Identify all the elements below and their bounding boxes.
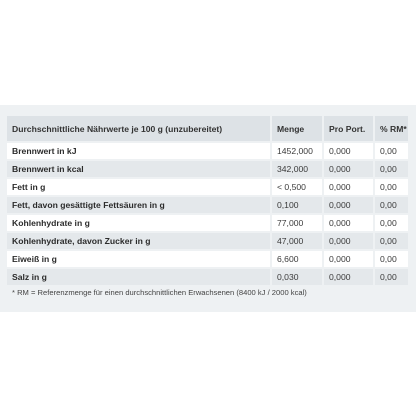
table-row [7, 143, 408, 161]
table-row [7, 197, 408, 215]
table-row [7, 161, 408, 179]
portion-value: 0,000 [324, 233, 375, 251]
nutrient-label: Kohlenhydrate, davon Zucker in g [7, 233, 272, 251]
nutrition-table [7, 116, 408, 287]
reference-percent-value: 0,00 [375, 179, 408, 197]
amount-value: < 0,500 [272, 179, 324, 197]
portion-value: 0,000 [324, 161, 375, 179]
header-nutrient: Durchschnittliche Nährwerte je 100 g (unzubereitet) [7, 116, 272, 143]
nutrition-panel [0, 105, 416, 312]
nutrient-label: Kohlenhydrate in g [7, 215, 272, 233]
nutrient-label: Salz in g [7, 269, 272, 287]
amount-value: 6,600 [272, 251, 324, 269]
amount-value: 77,000 [272, 215, 324, 233]
reference-percent-value: 0,00 [375, 161, 408, 179]
portion-value: 0,000 [324, 143, 375, 161]
table-row [7, 269, 408, 287]
table-row [7, 215, 408, 233]
amount-value: 0,030 [272, 269, 324, 287]
reference-percent-value: 0,00 [375, 269, 408, 287]
table-row [7, 179, 408, 197]
header-reference-percent: % RM* [375, 116, 408, 143]
reference-percent-value: 0,00 [375, 251, 408, 269]
table-header-row [7, 116, 408, 143]
nutrient-label: Fett, davon gesättigte Fettsäuren in g [7, 197, 272, 215]
nutrient-label: Fett in g [7, 179, 272, 197]
header-per-portion: Pro Port. [324, 116, 375, 143]
reference-percent-value: 0,00 [375, 197, 408, 215]
nutrient-label: Eiweiß in g [7, 251, 272, 269]
reference-percent-value: 0,00 [375, 233, 408, 251]
portion-value: 0,000 [324, 215, 375, 233]
reference-footnote: * RM = Referenzmenge für einen durchschnittlichen Erwachsenen (8400 kJ / 2000 kcal) [12, 288, 307, 297]
header-amount: Menge [272, 116, 324, 143]
nutrient-label: Brennwert in kJ [7, 143, 272, 161]
portion-value: 0,000 [324, 251, 375, 269]
portion-value: 0,000 [324, 179, 375, 197]
table-row [7, 233, 408, 251]
portion-value: 0,000 [324, 269, 375, 287]
amount-value: 342,000 [272, 161, 324, 179]
reference-percent-value: 0,00 [375, 143, 408, 161]
amount-value: 47,000 [272, 233, 324, 251]
amount-value: 0,100 [272, 197, 324, 215]
nutrient-label: Brennwert in kcal [7, 161, 272, 179]
amount-value: 1452,000 [272, 143, 324, 161]
portion-value: 0,000 [324, 197, 375, 215]
reference-percent-value: 0,00 [375, 215, 408, 233]
table-row [7, 251, 408, 269]
